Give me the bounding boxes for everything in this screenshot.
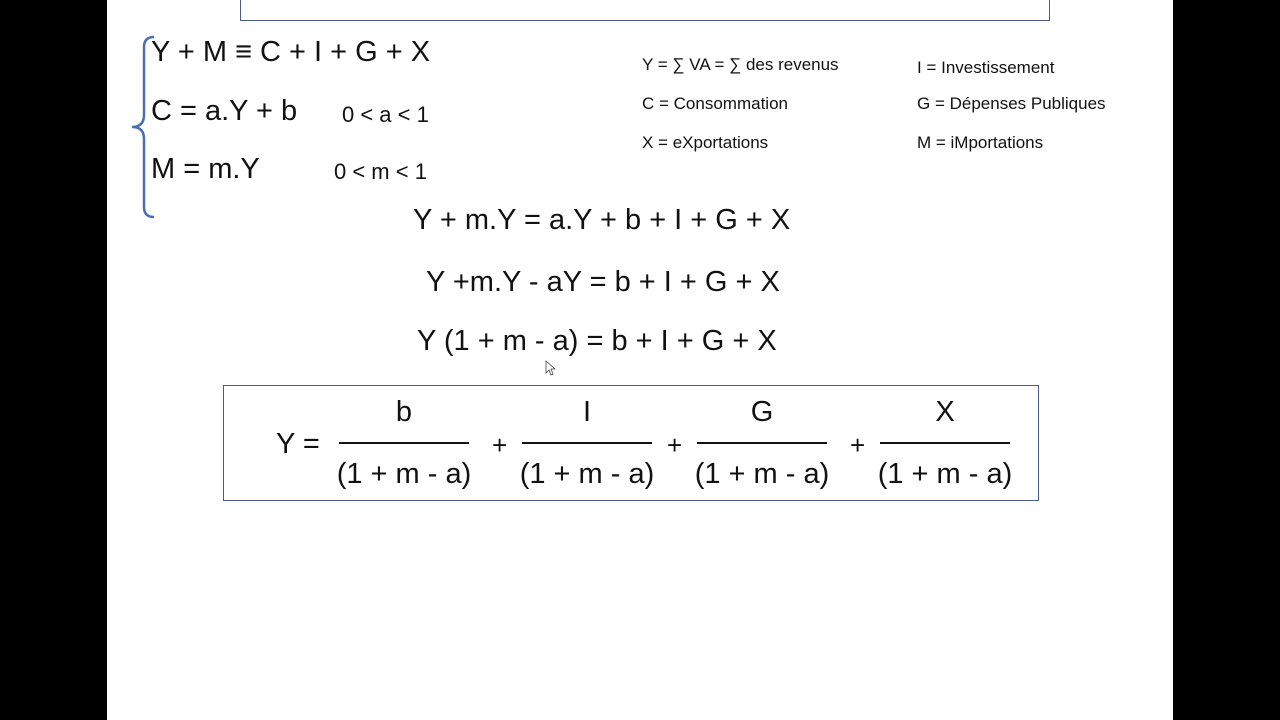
fraction-numerator: I [582,396,592,428]
fraction-denominator: (1 + m - a) [694,458,830,490]
legend-x: X = eXportations [642,133,769,152]
fraction-bar [522,442,652,444]
condition-a: 0 < a < 1 [342,102,429,127]
fraction-b [334,394,474,494]
system-equation-identity: Y + M ≡ C + I + G + X [151,36,431,68]
derivation-step-3: Y (1 + m - a) = b + I + G + X [417,325,777,357]
derivation-step-2: Y +m.Y - aY = b + I + G + X [426,266,780,298]
condition-m: 0 < m < 1 [334,159,427,184]
fraction-g [692,394,832,494]
system-equation-consumption: C = a.Y + b [151,95,298,127]
result-lhs: Y = [276,428,320,460]
fraction-i [517,394,657,494]
fraction-x [875,394,1015,494]
slide-title-box [240,0,1050,21]
fraction-numerator: b [395,396,413,428]
derivation-step-1: Y + m.Y = a.Y + b + I + G + X [413,204,791,236]
fraction-numerator: G [750,396,774,428]
letterbox-right [1173,0,1280,720]
mouse-pointer-icon [545,360,557,376]
system-equation-imports: M = m.Y [151,153,260,185]
legend-m: M = iMportations [917,133,1044,152]
legend-y: Y = ∑ VA = ∑ des revenus [642,55,839,74]
presentation-slide [107,0,1173,720]
fraction-bar [339,442,469,444]
result-formula-box [223,385,1039,501]
legend-i: I = Investissement [917,58,1055,77]
fraction-denominator: (1 + m - a) [519,458,655,490]
fraction-denominator: (1 + m - a) [877,458,1013,490]
legend-g: G = Dépenses Publiques [917,94,1106,113]
fraction-bar [697,442,827,444]
fraction-denominator: (1 + m - a) [336,458,472,490]
fraction-numerator: X [935,396,955,428]
legend-c: C = Consommation [642,94,788,113]
plus-sign: + [492,430,508,460]
plus-sign: + [667,430,683,460]
fraction-bar [880,442,1010,444]
letterbox-left [0,0,107,720]
left-brace-icon [124,35,154,219]
plus-sign: + [850,430,866,460]
